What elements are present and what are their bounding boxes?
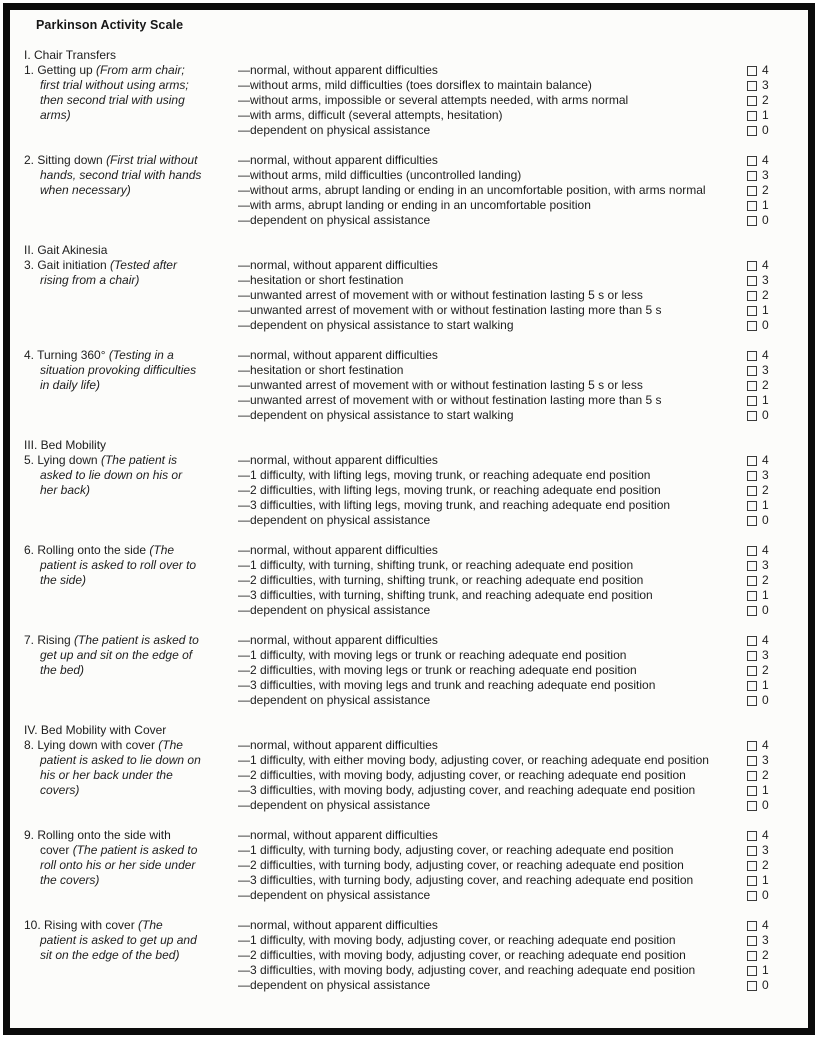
score-checkbox-icon[interactable] <box>747 966 757 976</box>
score-value: 3 <box>762 78 769 92</box>
option-score <box>747 273 769 288</box>
score-value: 1 <box>762 393 769 407</box>
item-options <box>238 738 800 813</box>
score-checkbox-icon[interactable] <box>747 471 757 481</box>
score-checkbox-icon[interactable] <box>747 576 757 586</box>
score-checkbox-icon[interactable] <box>747 936 757 946</box>
option-text: —dependent on physical assistance to start walking <box>238 318 514 332</box>
section-header: IV. Bed Mobility with Cover <box>24 723 167 737</box>
item-note: (The patient is asked to lie down on his or her back under the covers) <box>40 738 201 797</box>
option-row <box>238 153 800 168</box>
option-row <box>238 63 800 78</box>
option-row <box>238 918 800 933</box>
option-row <box>238 678 800 693</box>
score-value: 0 <box>762 408 769 422</box>
option-text: —without arms, abrupt landing or ending in an uncomfortable position, with arms normal <box>238 183 706 197</box>
scale-item <box>24 153 800 228</box>
item-note: (The patient is asked to get up and sit on the edge of the bed) <box>40 918 197 962</box>
option-row <box>238 738 800 753</box>
item-options <box>238 543 800 618</box>
score-value: 3 <box>762 468 769 482</box>
score-value: 2 <box>762 858 769 872</box>
option-score <box>747 858 769 873</box>
form-body <box>24 48 800 993</box>
score-checkbox-icon[interactable] <box>747 951 757 961</box>
item-label: 6. Rolling onto the side (The patient is asked to roll over to the side) <box>24 543 197 587</box>
option-score <box>747 513 769 528</box>
option-score <box>747 933 769 948</box>
item-options <box>238 633 800 708</box>
score-value: 0 <box>762 693 769 707</box>
scale-item <box>24 348 800 423</box>
option-row <box>238 798 800 813</box>
option-score <box>747 768 769 783</box>
score-value: 0 <box>762 888 769 902</box>
option-score <box>747 918 769 933</box>
score-checkbox-icon[interactable] <box>747 921 757 931</box>
item-note: (From arm chair; first trial without using arms; then second trial with using arms) <box>40 63 189 122</box>
score-checkbox-icon[interactable] <box>747 696 757 706</box>
score-value: 0 <box>762 603 769 617</box>
option-score <box>747 63 769 78</box>
item-note: (Tested after rising from a chair) <box>40 258 177 287</box>
score-value: 1 <box>762 873 769 887</box>
option-text: —normal, without apparent difficulties <box>238 543 438 557</box>
score-value: 2 <box>762 183 769 197</box>
option-score <box>747 363 769 378</box>
option-text: —dependent on physical assistance <box>238 693 431 707</box>
score-checkbox-icon[interactable] <box>747 981 757 991</box>
item-note: (The patient is asked to get up and sit on the edge of the bed) <box>40 633 199 677</box>
item-options <box>238 828 800 903</box>
score-checkbox-icon[interactable] <box>747 651 757 661</box>
score-value: 4 <box>762 633 769 647</box>
score-value: 4 <box>762 828 769 842</box>
option-text: —1 difficulty, with turning, shifting trunk, or reaching adequate end position <box>238 558 634 572</box>
option-score <box>747 633 769 648</box>
option-text: —with arms, abrupt landing or ending in an uncomfortable position <box>238 198 591 212</box>
option-score <box>747 498 769 513</box>
option-row <box>238 93 800 108</box>
option-text: —normal, without apparent difficulties <box>238 828 438 842</box>
score-checkbox-icon[interactable] <box>747 501 757 511</box>
option-score <box>747 123 769 138</box>
option-score <box>747 963 769 978</box>
option-row <box>238 123 800 138</box>
score-value: 3 <box>762 843 769 857</box>
option-score <box>747 588 769 603</box>
option-score <box>747 78 769 93</box>
option-text: —dependent on physical assistance <box>238 798 431 812</box>
option-text: —without arms, mild difficulties (uncontrolled landing) <box>238 168 522 182</box>
option-row <box>238 303 800 318</box>
score-value: 3 <box>762 753 769 767</box>
option-score <box>747 408 769 423</box>
option-text: —dependent on physical assistance <box>238 123 431 137</box>
score-value: 2 <box>762 663 769 677</box>
score-value: 2 <box>762 483 769 497</box>
option-score <box>747 153 769 168</box>
score-value: 3 <box>762 273 769 287</box>
option-text: —unwanted arrest of movement with or without festination lasting 5 s or less <box>238 378 643 392</box>
option-row <box>238 633 800 648</box>
score-checkbox-icon[interactable] <box>747 81 757 91</box>
score-value: 2 <box>762 288 769 302</box>
item-note: (First trial without hands, second trial with hands when necessary) <box>40 153 202 197</box>
option-text: —1 difficulty, with moving body, adjusting cover, or reaching adequate end position <box>238 933 676 947</box>
score-checkbox-icon[interactable] <box>747 516 757 526</box>
score-checkbox-icon[interactable] <box>747 606 757 616</box>
item-note: (The patient is asked to roll onto his or her side under the covers) <box>40 843 198 887</box>
score-value: 2 <box>762 93 769 107</box>
score-checkbox-icon[interactable] <box>747 771 757 781</box>
scale-item <box>24 63 800 138</box>
section-header: II. Gait Akinesia <box>24 243 108 257</box>
option-score <box>747 393 769 408</box>
score-checkbox-icon[interactable] <box>747 861 757 871</box>
item-label: 7. Rising (The patient is asked to get up and sit on the edge of the bed) <box>24 633 199 677</box>
scale-item <box>24 828 800 903</box>
score-checkbox-icon[interactable] <box>747 411 757 421</box>
score-value: 1 <box>762 303 769 317</box>
option-text: —dependent on physical assistance <box>238 213 431 227</box>
score-value: 2 <box>762 378 769 392</box>
option-text: —without arms, impossible or several attempts needed, with arms normal <box>238 93 629 107</box>
option-row <box>238 393 800 408</box>
option-row <box>238 543 800 558</box>
score-value: 2 <box>762 573 769 587</box>
option-score <box>747 828 769 843</box>
option-text: —3 difficulties, with moving legs and trunk and reaching adequate end position <box>238 678 656 692</box>
option-row <box>238 963 800 978</box>
score-checkbox-icon[interactable] <box>747 321 757 331</box>
option-score <box>747 558 769 573</box>
score-value: 1 <box>762 108 769 122</box>
option-row <box>238 378 800 393</box>
score-checkbox-icon[interactable] <box>747 366 757 376</box>
score-value: 4 <box>762 348 769 362</box>
option-text: —normal, without apparent difficulties <box>238 633 438 647</box>
option-row <box>238 408 800 423</box>
item-note: (Testing in a situation provoking difficulties in daily life) <box>40 348 197 392</box>
score-value: 4 <box>762 258 769 272</box>
option-score <box>747 108 769 123</box>
scale-item <box>24 918 800 993</box>
score-checkbox-icon[interactable] <box>747 801 757 811</box>
option-score <box>747 453 769 468</box>
option-row <box>238 588 800 603</box>
option-score <box>747 783 769 798</box>
item-note: (The patient is asked to roll over to the side) <box>40 543 197 587</box>
scale-item <box>24 633 800 708</box>
scale-item <box>24 258 800 333</box>
option-text: —3 difficulties, with moving body, adjusting cover, and reaching adequate end position <box>238 783 696 797</box>
score-checkbox-icon[interactable] <box>747 291 757 301</box>
score-checkbox-icon[interactable] <box>747 66 757 76</box>
item-label: 3. Gait initiation (Tested after rising from a chair) <box>24 258 177 287</box>
option-score <box>747 348 769 363</box>
score-checkbox-icon[interactable] <box>747 756 757 766</box>
option-text: —1 difficulty, with moving legs or trunk or reaching adequate end position <box>238 648 627 662</box>
option-text: —unwanted arrest of movement with or without festination lasting more than 5 s <box>238 393 662 407</box>
option-row <box>238 573 800 588</box>
score-checkbox-icon[interactable] <box>747 786 757 796</box>
score-value: 3 <box>762 933 769 947</box>
option-row <box>238 288 800 303</box>
score-value: 3 <box>762 168 769 182</box>
score-value: 4 <box>762 453 769 467</box>
score-value: 0 <box>762 798 769 812</box>
score-value: 4 <box>762 153 769 167</box>
option-score <box>747 183 769 198</box>
score-checkbox-icon[interactable] <box>747 831 757 841</box>
option-score <box>747 693 769 708</box>
score-checkbox-icon[interactable] <box>747 741 757 751</box>
option-text: —unwanted arrest of movement with or without festination lasting more than 5 s <box>238 303 662 317</box>
option-row <box>238 483 800 498</box>
option-row <box>238 168 800 183</box>
option-row <box>238 663 800 678</box>
page-frame <box>3 3 815 1035</box>
option-row <box>238 753 800 768</box>
item-label: 5. Lying down (The patient is asked to lie down on his or her back) <box>24 453 183 497</box>
option-score <box>747 378 769 393</box>
option-score <box>747 303 769 318</box>
score-checkbox-icon[interactable] <box>747 111 757 121</box>
option-text: —3 difficulties, with moving body, adjusting cover, and reaching adequate end position <box>238 963 696 977</box>
option-score <box>747 798 769 813</box>
option-score <box>747 948 769 963</box>
item-note: (The patient is asked to lie down on his or her back) <box>40 453 183 497</box>
option-score <box>747 213 769 228</box>
option-row <box>238 768 800 783</box>
option-score <box>747 678 769 693</box>
option-score <box>747 843 769 858</box>
option-row <box>238 348 800 363</box>
score-value: 3 <box>762 363 769 377</box>
option-text: —hesitation or short festination <box>238 363 404 377</box>
option-row <box>238 108 800 123</box>
option-score <box>747 258 769 273</box>
score-checkbox-icon[interactable] <box>747 486 757 496</box>
option-row <box>238 978 800 993</box>
option-row <box>238 498 800 513</box>
score-value: 4 <box>762 918 769 932</box>
item-options <box>238 918 800 993</box>
option-score <box>747 648 769 663</box>
score-checkbox-icon[interactable] <box>747 126 757 136</box>
item-label: 1. Getting up (From arm chair; first trial without using arms; then second trial with using arms) <box>24 63 189 122</box>
option-row <box>238 693 800 708</box>
option-text: —2 difficulties, with moving body, adjusting cover, or reaching adequate end position <box>238 768 686 782</box>
option-row <box>238 453 800 468</box>
option-score <box>747 738 769 753</box>
option-score <box>747 483 769 498</box>
item-options <box>238 258 800 333</box>
item-label: 4. Turning 360° (Testing in a situation provoking difficulties in daily life) <box>24 348 197 392</box>
score-checkbox-icon[interactable] <box>747 216 757 226</box>
score-value: 0 <box>762 213 769 227</box>
option-text: —1 difficulty, with either moving body, adjusting cover, or reaching adequate end position <box>238 753 709 767</box>
item-options <box>238 153 800 228</box>
option-score <box>747 93 769 108</box>
item-label: 10. Rising with cover (The patient is asked to get up and sit on the edge of the bed) <box>24 918 197 962</box>
option-row <box>238 273 800 288</box>
option-row <box>238 858 800 873</box>
option-score <box>747 603 769 618</box>
option-text: —2 difficulties, with lifting legs, moving trunk, or reaching adequate end position <box>238 483 661 497</box>
option-row <box>238 783 800 798</box>
item-label: 8. Lying down with cover (The patient is asked to lie down on his or her back under the covers) <box>24 738 201 797</box>
option-score <box>747 888 769 903</box>
score-checkbox-icon[interactable] <box>747 456 757 466</box>
option-text: —1 difficulty, with lifting legs, moving trunk, or reaching adequate end position <box>238 468 651 482</box>
option-text: —2 difficulties, with moving body, adjusting cover, or reaching adequate end position <box>238 948 686 962</box>
option-score <box>747 198 769 213</box>
option-text: —normal, without apparent difficulties <box>238 918 438 932</box>
score-checkbox-icon[interactable] <box>747 681 757 691</box>
option-row <box>238 258 800 273</box>
option-text: —dependent on physical assistance <box>238 513 431 527</box>
score-checkbox-icon[interactable] <box>747 546 757 556</box>
option-text: —normal, without apparent difficulties <box>238 738 438 752</box>
score-checkbox-icon[interactable] <box>747 96 757 106</box>
score-checkbox-icon[interactable] <box>747 666 757 676</box>
page-title: Parkinson Activity Scale <box>36 18 184 32</box>
option-row <box>238 318 800 333</box>
option-row <box>238 363 800 378</box>
score-checkbox-icon[interactable] <box>747 171 757 181</box>
option-row <box>238 213 800 228</box>
option-score <box>747 468 769 483</box>
option-text: —dependent on physical assistance <box>238 603 431 617</box>
score-checkbox-icon[interactable] <box>747 561 757 571</box>
score-value: 2 <box>762 768 769 782</box>
item-options <box>238 348 800 423</box>
option-row <box>238 78 800 93</box>
score-checkbox-icon[interactable] <box>747 306 757 316</box>
option-row <box>238 873 800 888</box>
score-value: 4 <box>762 63 769 77</box>
option-text: —normal, without apparent difficulties <box>238 63 438 77</box>
option-row <box>238 513 800 528</box>
option-text: —normal, without apparent difficulties <box>238 153 438 167</box>
score-value: 1 <box>762 498 769 512</box>
score-value: 2 <box>762 948 769 962</box>
option-text: —2 difficulties, with turning, shifting trunk, or reaching adequate end position <box>238 573 644 587</box>
score-value: 0 <box>762 978 769 992</box>
option-row <box>238 603 800 618</box>
option-text: —with arms, difficult (several attempts, hesitation) <box>238 108 503 122</box>
score-checkbox-icon[interactable] <box>747 351 757 361</box>
option-row <box>238 468 800 483</box>
score-value: 1 <box>762 963 769 977</box>
option-text: —2 difficulties, with turning body, adjusting cover, or reaching adequate end position <box>238 858 684 872</box>
score-value: 3 <box>762 558 769 572</box>
score-value: 0 <box>762 513 769 527</box>
option-score <box>747 753 769 768</box>
option-text: —3 difficulties, with turning, shifting trunk, and reaching adequate end position <box>238 588 653 602</box>
section-header: III. Bed Mobility <box>24 438 107 452</box>
option-text: —hesitation or short festination <box>238 273 404 287</box>
score-checkbox-icon[interactable] <box>747 876 757 886</box>
option-text: —normal, without apparent difficulties <box>238 258 438 272</box>
item-label: 2. Sitting down (First trial without hands, second trial with hands when necessary) <box>24 153 202 197</box>
option-row <box>238 843 800 858</box>
option-row <box>238 198 800 213</box>
option-row <box>238 933 800 948</box>
option-score <box>747 168 769 183</box>
option-text: —2 difficulties, with moving legs or trunk or reaching adequate end position <box>238 663 637 677</box>
score-checkbox-icon[interactable] <box>747 846 757 856</box>
score-value: 4 <box>762 543 769 557</box>
scale-item <box>24 453 800 528</box>
scale-item <box>24 738 800 813</box>
option-text: —without arms, mild difficulties (toes dorsiflex to maintain balance) <box>238 78 592 92</box>
score-value: 1 <box>762 198 769 212</box>
option-score <box>747 288 769 303</box>
item-label: 9. Rolling onto the side with cover (The patient is asked to roll onto his or her side under the covers) <box>24 828 198 887</box>
score-value: 0 <box>762 123 769 137</box>
option-text: —normal, without apparent difficulties <box>238 453 438 467</box>
score-checkbox-icon[interactable] <box>747 261 757 271</box>
option-text: —normal, without apparent difficulties <box>238 348 438 362</box>
score-value: 3 <box>762 648 769 662</box>
option-score <box>747 573 769 588</box>
score-value: 1 <box>762 783 769 797</box>
score-checkbox-icon[interactable] <box>747 891 757 901</box>
score-checkbox-icon[interactable] <box>747 276 757 286</box>
item-options <box>238 453 800 528</box>
score-checkbox-icon[interactable] <box>747 201 757 211</box>
score-checkbox-icon[interactable] <box>747 186 757 196</box>
score-checkbox-icon[interactable] <box>747 396 757 406</box>
option-score <box>747 543 769 558</box>
option-text: —1 difficulty, with turning body, adjusting cover, or reaching adequate end position <box>238 843 674 857</box>
option-text: —unwanted arrest of movement with or without festination lasting 5 s or less <box>238 288 643 302</box>
option-score <box>747 873 769 888</box>
option-text: —3 difficulties, with turning body, adjusting cover, and reaching adequate end position <box>238 873 694 887</box>
option-text: —dependent on physical assistance <box>238 978 431 992</box>
score-checkbox-icon[interactable] <box>747 636 757 646</box>
item-options <box>238 63 800 138</box>
option-row <box>238 888 800 903</box>
option-text: —3 difficulties, with lifting legs, moving trunk, and reaching adequate end position <box>238 498 671 512</box>
option-score <box>747 318 769 333</box>
option-row <box>238 828 800 843</box>
score-checkbox-icon[interactable] <box>747 381 757 391</box>
score-value: 1 <box>762 678 769 692</box>
option-row <box>238 183 800 198</box>
score-checkbox-icon[interactable] <box>747 591 757 601</box>
scale-item <box>24 543 800 618</box>
score-checkbox-icon[interactable] <box>747 156 757 166</box>
option-row <box>238 948 800 963</box>
option-row <box>238 558 800 573</box>
option-text: —dependent on physical assistance to start walking <box>238 408 514 422</box>
option-row <box>238 648 800 663</box>
option-score <box>747 978 769 993</box>
score-value: 1 <box>762 588 769 602</box>
option-text: —dependent on physical assistance <box>238 888 431 902</box>
score-value: 0 <box>762 318 769 332</box>
section-header: I. Chair Transfers <box>24 48 117 62</box>
score-value: 4 <box>762 738 769 752</box>
option-score <box>747 663 769 678</box>
